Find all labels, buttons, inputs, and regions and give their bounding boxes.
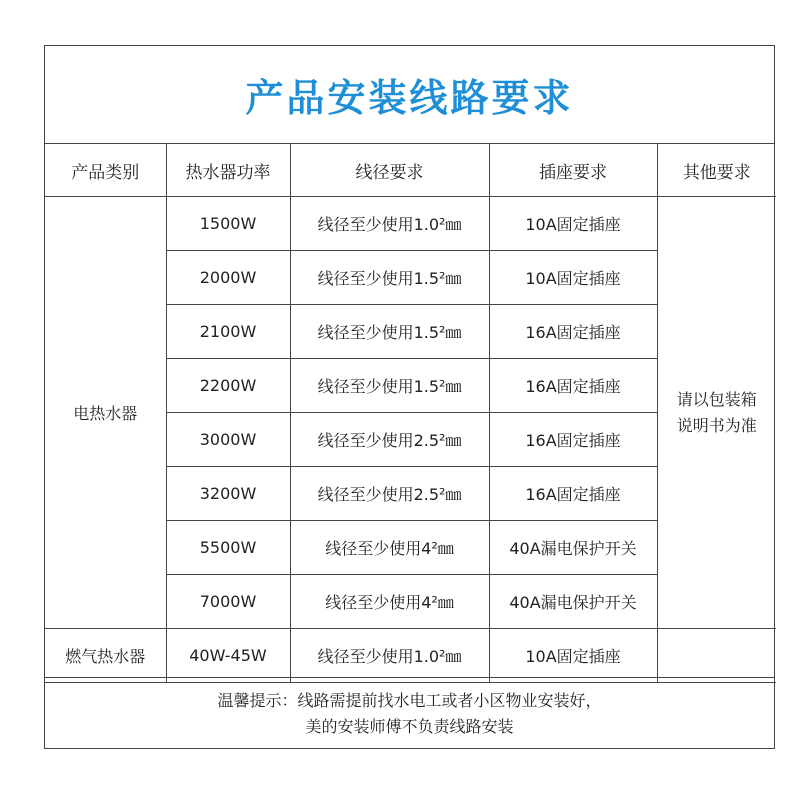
header-power: 热水器功率 (166, 144, 290, 197)
category-gas: 燃气热水器 (45, 629, 166, 683)
wire-cell: 线径至少使用1.0²㎜ (290, 629, 489, 683)
power-cell: 1500W (166, 197, 290, 251)
power-cell: 2200W (166, 359, 290, 413)
wire-cell: 线径至少使用1.5²㎜ (290, 251, 489, 305)
socket-cell: 16A固定插座 (489, 467, 657, 521)
power-cell: 2000W (166, 251, 290, 305)
socket-cell: 40A漏电保护开关 (489, 575, 657, 629)
other-requirement (657, 197, 776, 629)
socket-cell: 16A固定插座 (489, 413, 657, 467)
socket-cell: 10A固定插座 (489, 251, 657, 305)
power-cell: 40W-45W (166, 629, 290, 683)
requirements-sheet (44, 45, 775, 749)
socket-cell: 40A漏电保护开关 (489, 521, 657, 575)
wire-cell: 线径至少使用4²㎜ (290, 521, 489, 575)
other-empty-cell (657, 629, 776, 683)
power-cell: 7000W (166, 575, 290, 629)
requirements-table (45, 144, 776, 683)
power-cell: 5500W (166, 521, 290, 575)
wire-cell: 线径至少使用1.0²㎜ (290, 197, 489, 251)
category-electric: 电热水器 (45, 197, 166, 629)
wire-cell: 线径至少使用1.5²㎜ (290, 305, 489, 359)
wire-cell: 线径至少使用2.5²㎜ (290, 467, 489, 521)
wire-cell: 线径至少使用2.5²㎜ (290, 413, 489, 467)
header-category: 产品类别 (45, 144, 166, 197)
other-line-2: 说明书为准 (676, 415, 757, 435)
header-wire: 线径要求 (290, 144, 489, 197)
power-cell: 3200W (166, 467, 290, 521)
power-cell: 2100W (166, 305, 290, 359)
footer-note (45, 677, 774, 749)
wire-cell: 线径至少使用4²㎜ (290, 575, 489, 629)
wire-cell: 线径至少使用1.5²㎜ (290, 359, 489, 413)
header-socket: 插座要求 (489, 144, 657, 197)
header-other: 其他要求 (657, 144, 776, 197)
header-row (45, 144, 776, 197)
socket-cell: 10A固定插座 (489, 197, 657, 251)
socket-cell: 16A固定插座 (489, 305, 657, 359)
sheet-title: 产品安装线路要求 (45, 46, 774, 144)
other-line-1: 请以包装箱 (676, 389, 757, 409)
socket-cell: 10A固定插座 (489, 629, 657, 683)
power-cell: 3000W (166, 413, 290, 467)
socket-cell: 16A固定插座 (489, 359, 657, 413)
table-row (45, 197, 776, 251)
table-row-gas (45, 629, 776, 683)
footer-line-1: 温馨提示：线路需提前找水电工或者小区物业安装好， (217, 690, 602, 710)
footer-line-2: 美的安装师傅不负责线路安装 (305, 716, 514, 736)
